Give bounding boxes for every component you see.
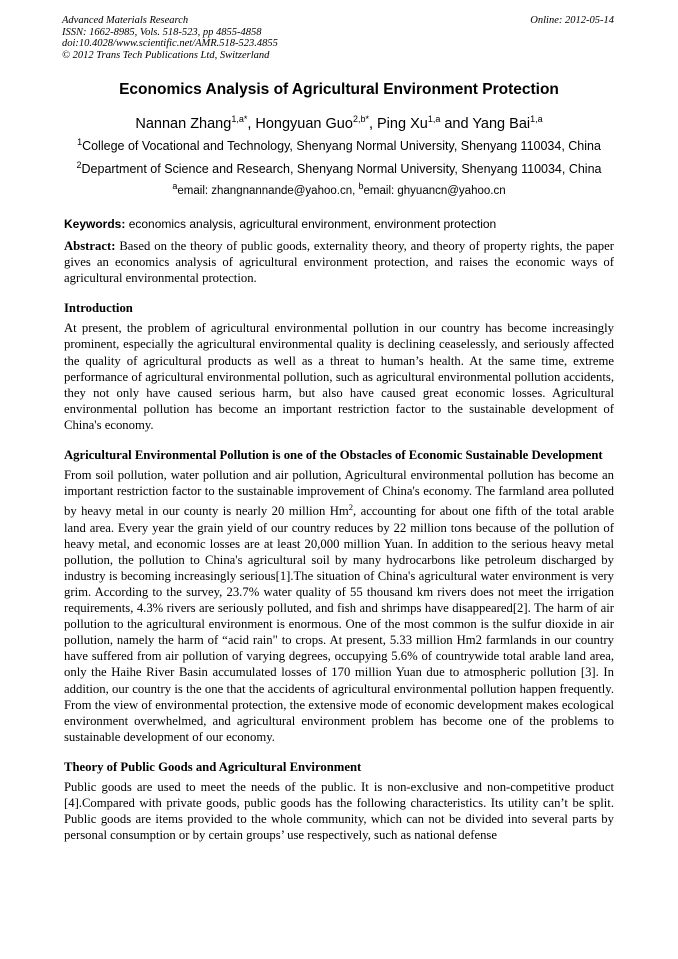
- email-text: email: ghyuancn@yahoo.cn: [363, 184, 506, 197]
- author-sup: 2,b*: [352, 114, 369, 124]
- online-date: Online: 2012-05-14: [530, 15, 614, 26]
- author-name: Yang Bai: [472, 115, 531, 132]
- journal-header: [62, 15, 278, 61]
- affiliation-text: College of Vocational and Technology, Shenyang Normal University, Shenyang 110034, China: [82, 139, 601, 154]
- keywords: [64, 216, 614, 232]
- affiliation-2: [0, 160, 678, 176]
- section-heading: Agricultural Environmental Pollution is one of the Obstacles of Economic Sustainable Development: [64, 448, 603, 463]
- email-sup: b: [358, 181, 364, 191]
- author-sup: 1,a: [427, 114, 441, 124]
- keywords-text: economics analysis, agricultural environment, environment protection: [125, 217, 497, 231]
- author-name: Nannan Zhang: [135, 115, 232, 132]
- issn-line: ISSN: 1662-8985, Vols. 518-523, pp 4855-4858: [62, 26, 262, 38]
- affiliation-sup: 2: [76, 160, 82, 170]
- keywords-label: Keywords:: [64, 217, 126, 231]
- author-separator: ,: [247, 115, 256, 132]
- body-text: , accounting for about one fifth of the total arable land area. Every year the grain yield of our country reduces by 22 million tons because of the pollution of heavy metal, and economic losses are at least 20,000 million Yuan. In addition to the serious heavy metal pollution, the pollution to China's agricultural soil by many hydrocarbons like petroleum discharged by industry is becoming increasingly serious[1].The situation of China's agricultural water environment is very grim. According to the survey, 23.7% water quality of 55 thousand km rivers does not meet the irrigation requirements, 4.3% rivers are seriously polluted, and fish and shrimps have disappeared[2]. The harm of air pollution to the agricultural environment is enormous. One of the most common is the sulfur dioxide in air pollution, namely the harm of “acid rain" to crops. At present, 5.33 million Hm2 farmlands in our country have suffered from air pollution of varying degrees, occupying 5.6% of countrywide total arable land area, only the Haihe River Basin accumulated losses of 170 million Yuan due to atmospheric pollution [3]. In addition, our country is the one that the accidents of agricultural environmental pollution happen frequently. From the view of environmental protection, the extensive mode of economic development makes ecological environment overwhelmed, and agricultural environment problem has become one of the problems to sustainable development of our economy.: [64, 504, 614, 744]
- affiliation-text: Department of Science and Research, Shenyang Normal University, Shenyang 110034, China: [81, 162, 602, 177]
- body-text: From soil pollution, water pollution and air pollution, Agricultural environmental pollution has become an important restriction factor to the sustainable improvement of China's economy. The farmland area polluted by heavy metal in our county is nearly 20 million Hm: [64, 468, 614, 519]
- author-separator: ,: [368, 115, 378, 132]
- abstract-label: Abstract:: [64, 239, 116, 253]
- author-list: [0, 114, 678, 132]
- author-name: Ping Xu: [377, 115, 428, 132]
- section-body: [64, 467, 614, 745]
- author-sup: 1,a: [530, 114, 543, 124]
- section-body: At present, the problem of agricultural environmental pollution in our country has become increasingly prominent, especially the agricultural environmental quality is declining ceaselessly, and seriously affected the quality of agricultural products as well as a threat to human’s health. At the same time, extreme performance of agricultural environmental pollution, such as agricultural environmental pollution accidents, they not only have caused serious harm, but also have caused great economic losses. Agricultural environmental pollution has become an important restriction factor to the sustainable development of China's economy.: [64, 321, 614, 432]
- paper-body: [64, 216, 614, 843]
- superscript: 2: [348, 502, 354, 513]
- abstract-text: Based on the theory of public goods, externality theory, and theory of property rights, the paper gives an economics analysis of agricultural environment protection, and raises the economic ways of agricultural environmental protection.: [64, 239, 614, 286]
- copyright-line: © 2012 Trans Tech Publications Ltd, Switzerland: [62, 49, 270, 61]
- email-text: email: zhangnannande@yahoo.cn,: [177, 184, 359, 197]
- author-separator: and: [440, 115, 473, 132]
- doi-line: doi:10.4028/www.scientific.net/AMR.518-523.4855: [62, 38, 278, 49]
- abstract: [64, 238, 614, 286]
- section-heading: Introduction: [64, 301, 133, 316]
- journal-name: Advanced Materials Research: [62, 15, 189, 26]
- affiliation-sup: 1: [77, 137, 83, 147]
- section-body: Public goods are used to meet the needs of the public. It is non-exclusive and non-competitive product [4].Compared with private goods, public goods has the following characteristics. Its utility can’t be split. Public goods are items provided to the whole community, which can not be divided into several parts by personal consumption or by certain groups’ use respectively, such as national defense: [64, 780, 614, 843]
- affiliation-1: [0, 137, 678, 153]
- paper-title: Economics Analysis of Agricultural Environment Protection: [119, 81, 559, 98]
- author-sup: 1,a*: [231, 114, 248, 124]
- section-heading: Theory of Public Goods and Agricultural Environment: [64, 759, 362, 774]
- email-line: [0, 181, 678, 197]
- author-name: Hongyuan Guo: [255, 115, 353, 132]
- email-sup: a: [172, 181, 178, 191]
